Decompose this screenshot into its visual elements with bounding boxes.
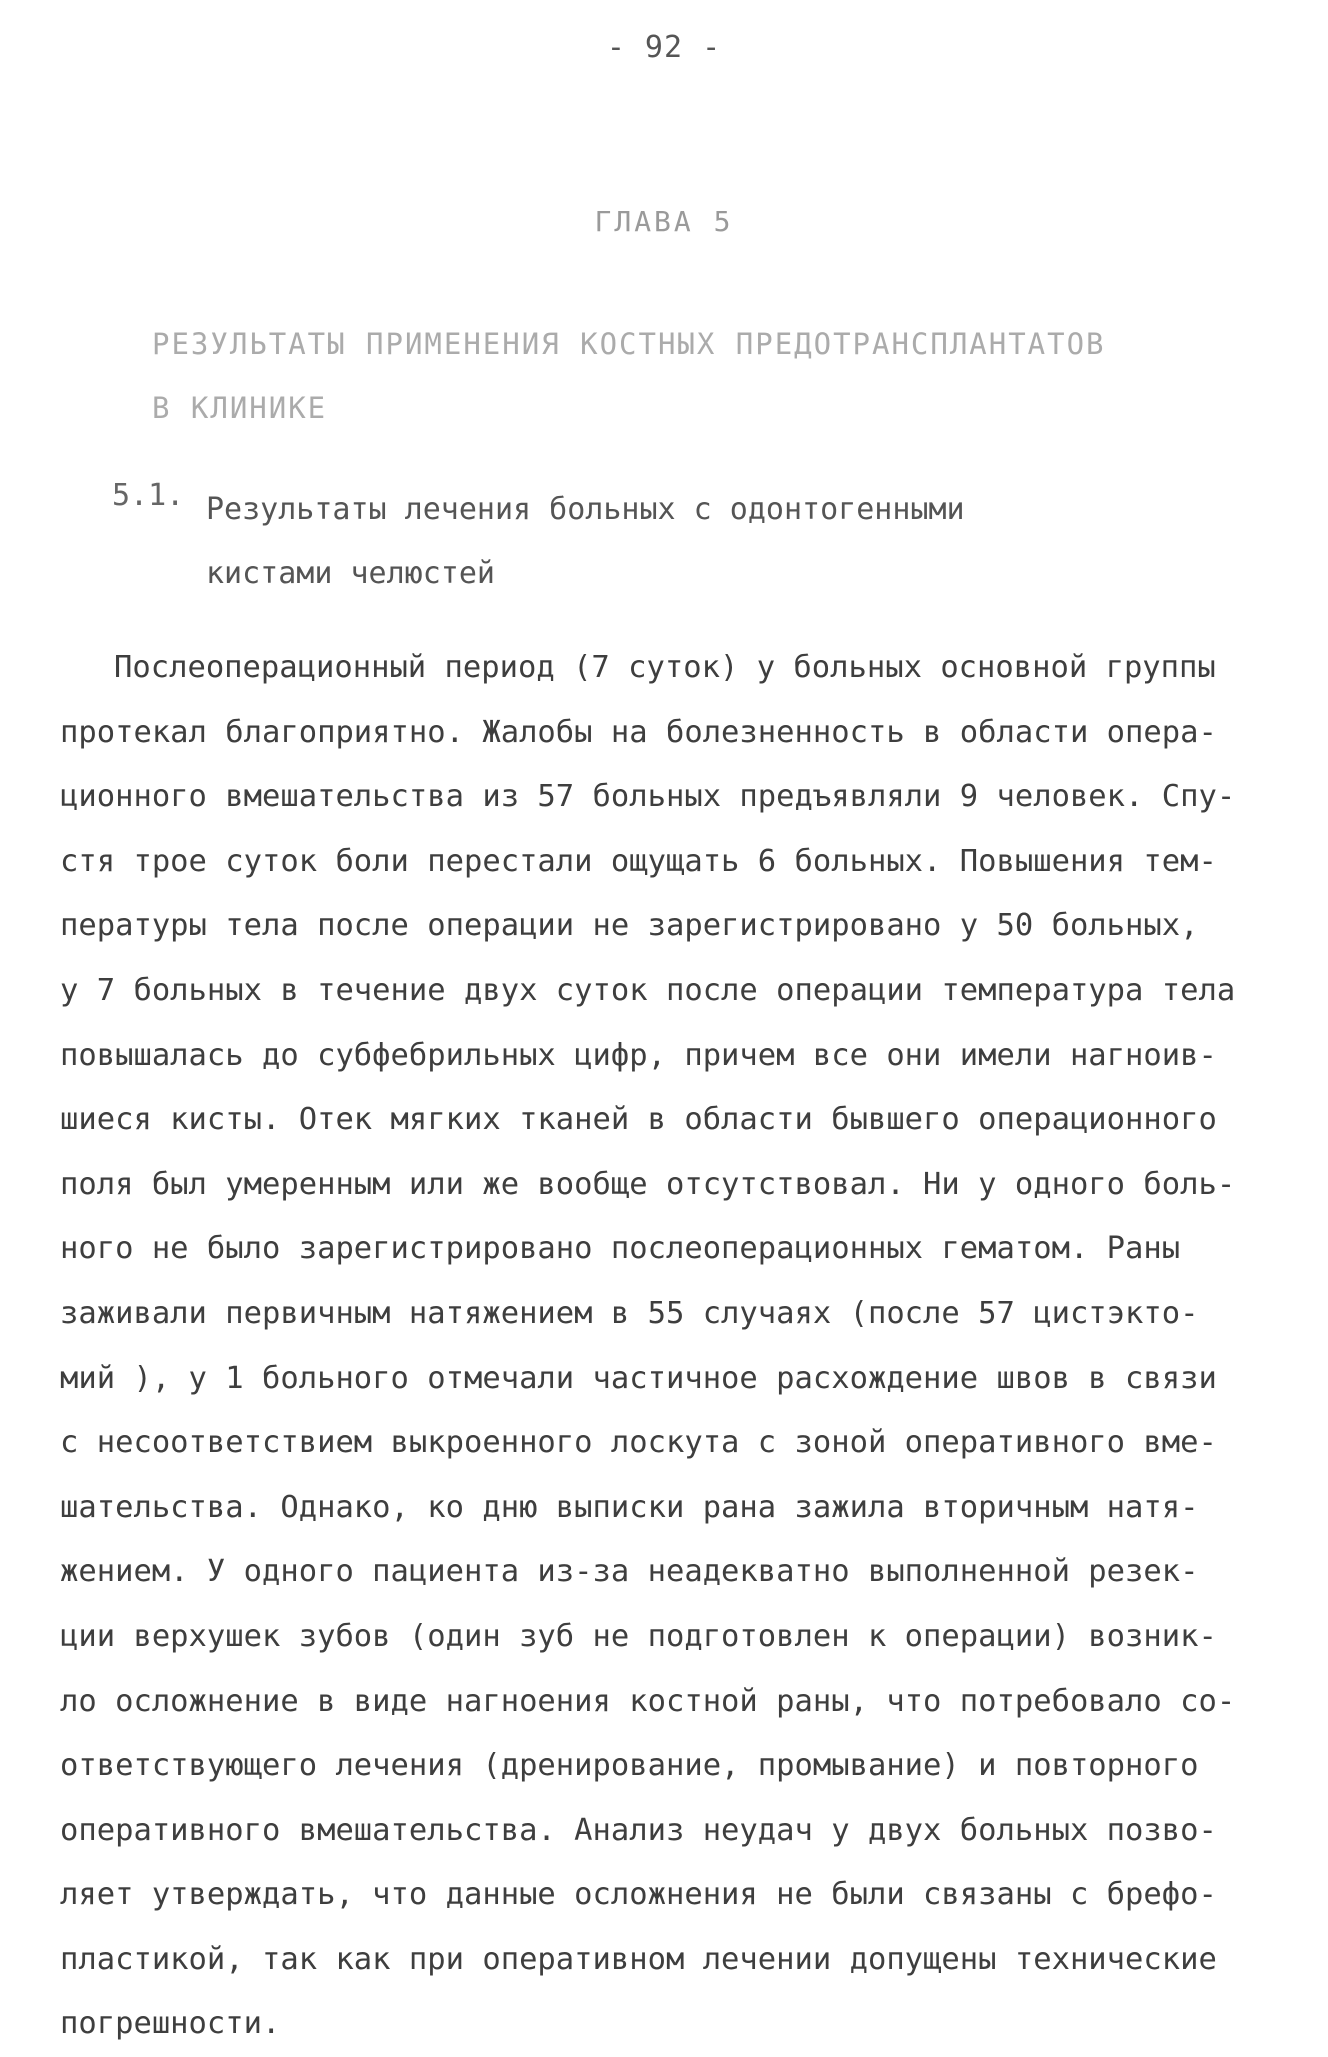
body-line: мий ), у 1 больного отмечали частичное расхождение швов в связи <box>60 1360 1217 1396</box>
body-line: ции верхушек зубов (один зуб не подготовлен к операции) возник- <box>60 1618 1217 1654</box>
body-line: повышалась до субфебрильных цифр, причем все они имели нагноив- <box>60 1037 1217 1073</box>
body-line: ответствующего лечения (дренирование, промывание) и повторного <box>60 1748 1199 1784</box>
body-line: оперативного вмешательства. Анализ неудач у двух больных позво- <box>60 1812 1217 1848</box>
body-line: ного не было зарегистрировано послеоперационных гематом. Раны <box>60 1231 1181 1267</box>
body-line: шиеся кисты. Отек мягких тканей в области бывшего операционного <box>60 1102 1217 1138</box>
section-title-line: кистами челюстей <box>206 556 495 591</box>
body-line: ционного вмешательства из 57 больных предъявляли 9 человек. Спу- <box>60 779 1236 815</box>
body-line: поля был умеренным или же вообще отсутствовал. Ни у одного боль- <box>60 1166 1236 1202</box>
body-line: Послеоперационный период (7 суток) у больных основной группы <box>114 650 1216 685</box>
body-line: погрешности. <box>60 2006 281 2042</box>
body-line: жением. У одного пациента из-за неадекватно выполненной резек- <box>60 1554 1199 1590</box>
body-line: у 7 больных в течение двух суток после операции температура тела <box>60 972 1236 1008</box>
section-number: 5.1. <box>112 478 185 513</box>
body-line: ло осложнение в виде нагноения костной раны, что потребовало со- <box>60 1683 1236 1719</box>
section-title-line: Результаты лечения больных с одонтогенными <box>206 492 965 527</box>
body-line: протекал благоприятно. Жалобы на болезненность в области опера- <box>60 714 1217 750</box>
page-number: - 92 - <box>606 30 722 65</box>
section-title <box>206 478 1106 606</box>
body-line: с несоответствием выкроенного лоскута с зоной оперативного вме- <box>60 1425 1217 1461</box>
chapter-label: ГЛАВА 5 <box>594 205 734 238</box>
body-paragraph <box>60 636 1280 2057</box>
chapter-heading-line: В КЛИНИКЕ <box>152 391 328 425</box>
body-line: шательства. Однако, ко дню выписки рана зажила вторичным натя- <box>60 1489 1199 1525</box>
body-line: пературы тела после операции не зарегистрировано у 50 больных, <box>60 908 1199 944</box>
body-line: заживали первичным натяжением в 55 случаях (после 57 цистэкто- <box>60 1295 1199 1331</box>
chapter-heading <box>152 312 1152 440</box>
body-line: пластикой, так как при оперативном лечении допущены технические <box>60 1941 1217 1977</box>
body-line: стя трое суток боли перестали ощущать 6 больных. Повышения тем- <box>60 843 1217 879</box>
body-line: ляет утверждать, что данные осложнения не были связаны с брефо- <box>60 1877 1217 1913</box>
chapter-heading-line: РЕЗУЛЬТАТЫ ПРИМЕНЕНИЯ КОСТНЫХ ПРЕДОТРАНСПЛАНТАТОВ <box>152 327 1106 361</box>
